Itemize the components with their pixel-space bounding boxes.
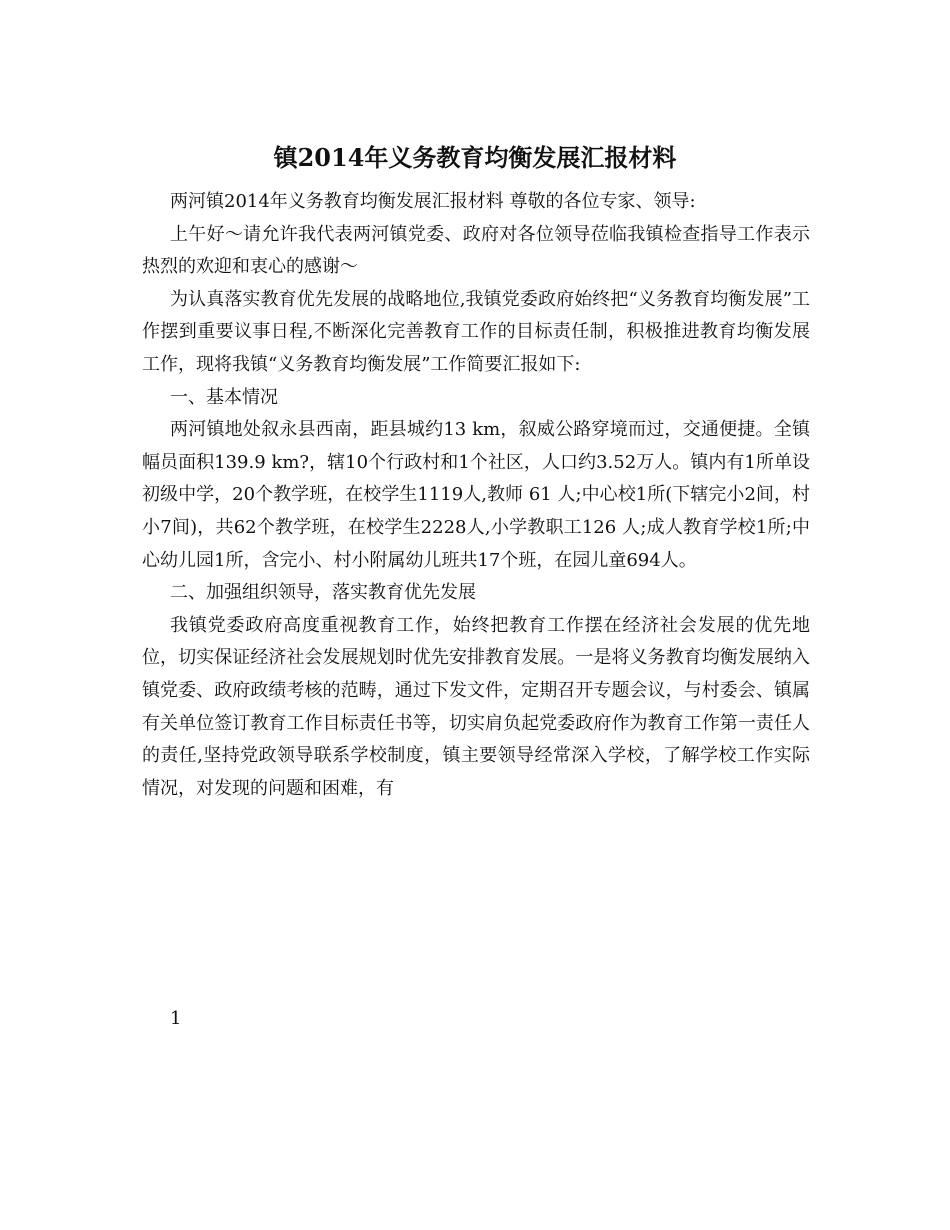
document-title: 镇2014年义务教育均衡发展汇报材料 bbox=[273, 143, 677, 172]
section-heading-basic-situation: 一、基本情况 bbox=[170, 386, 278, 408]
paragraph-basic-situation: 两河镇地处叙永县西南，距县城约13 km，叙威公路穿境而过，交通便捷。全镇幅员面积139.9 km?，辖10个行政村和1个社区，人口约3.52万人。镇内有1所单设初级中学，20个教学班，在校学生1119人,教师 61 人;中心校1所(下辖完小2间，村小7间)，共62个教学班，在校学生2228人,小学教职工126 人;成人教育学校1所;中心幼儿园1所，含完小、村小附属幼儿班共17个班，在园儿童694人。 bbox=[142, 419, 810, 571]
document-body bbox=[142, 186, 810, 805]
paragraph-welcome: 上午好～请允许我代表两河镇党委、政府对各位领导莅临我镇检查指导工作表示热烈的欢迎和衷心的感谢～ bbox=[142, 223, 810, 278]
page-number: 1 bbox=[170, 1008, 182, 1029]
paragraph-introduction: 为认真落实教育优先发展的战略地位,我镇党委政府始终把“义务教育均衡发展”工作摆到重要议事日程,不断深化完善教育工作的目标责任制，积极推进教育均衡发展工作，现将我镇“义务教育均衡发展”工作简要汇报如下: bbox=[142, 288, 810, 375]
section-heading-leadership: 二、加强组织领导，落实教育优先发展 bbox=[170, 582, 476, 604]
paragraph-greeting-header: 两河镇2014年义务教育均衡发展汇报材料 尊敬的各位专家、领导: bbox=[170, 191, 696, 212]
paragraph-leadership: 我镇党委政府高度重视教育工作，始终把教育工作摆在经济社会发展的优先地位，切实保证经济社会发展规划时优先安排教育发展。一是将义务教育均衡发展纳入镇党委、政府政绩考核的范畴，通过下发文件，定期召开专题会议，与村委会、镇属有关单位签订教育工作目标责任书等，切实肩负起党委政府作为教育工作第一责任人的责任,坚持党政领导联系学校制度，镇主要领导经常深入学校，了解学校工作实际情况，对发现的问题和困难，有 bbox=[142, 614, 810, 799]
